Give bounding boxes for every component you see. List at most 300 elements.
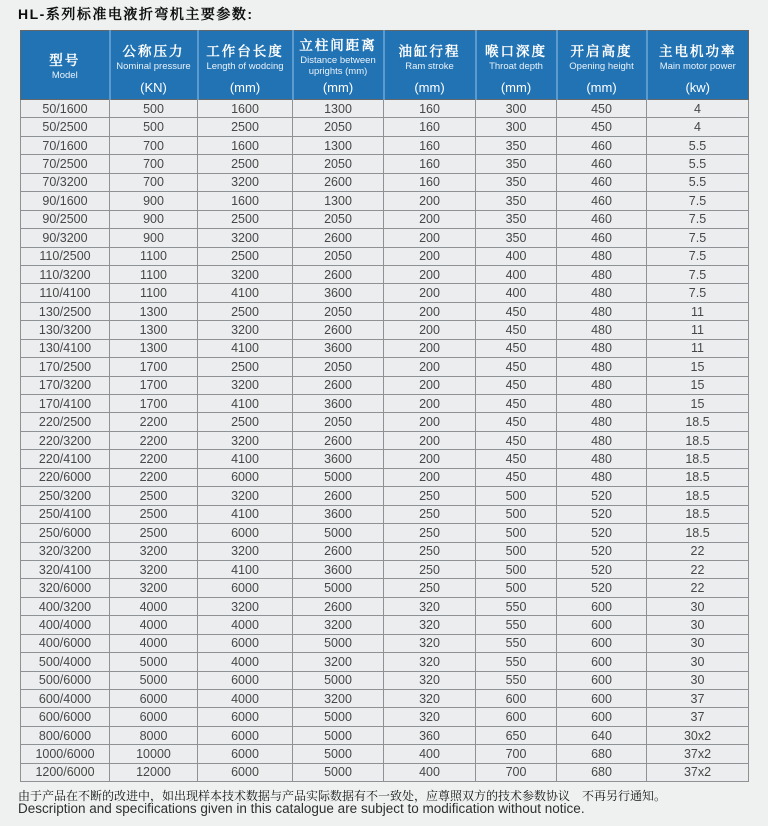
value-cell: 550 (476, 616, 557, 634)
model-cell: 220/3200 (21, 431, 110, 449)
column-header-unit: (mm) (414, 80, 445, 95)
value-cell: 8000 (110, 726, 198, 744)
value-cell: 520 (557, 487, 647, 505)
value-cell: 2600 (293, 431, 384, 449)
value-cell: 460 (557, 229, 647, 247)
value-cell: 18.5 (647, 505, 749, 523)
value-cell: 4000 (110, 634, 198, 652)
value-cell: 4100 (198, 395, 293, 413)
table-row (21, 616, 749, 634)
header-row (21, 31, 749, 100)
value-cell: 4000 (110, 597, 198, 615)
value-cell: 600 (557, 616, 647, 634)
value-cell: 3200 (198, 542, 293, 560)
value-cell: 1300 (293, 100, 384, 118)
value-cell: 350 (476, 192, 557, 210)
value-cell: 200 (384, 284, 476, 302)
value-cell: 2500 (198, 210, 293, 228)
value-cell: 400 (384, 745, 476, 763)
value-cell: 200 (384, 210, 476, 228)
value-cell: 11 (647, 302, 749, 320)
value-cell: 200 (384, 265, 476, 283)
value-cell: 3600 (293, 505, 384, 523)
value-cell: 37 (647, 690, 749, 708)
value-cell: 250 (384, 560, 476, 578)
value-cell: 15 (647, 376, 749, 394)
table-row (21, 726, 749, 744)
value-cell: 2500 (198, 155, 293, 173)
value-cell: 3600 (293, 560, 384, 578)
value-cell: 350 (476, 173, 557, 191)
model-cell: 320/6000 (21, 579, 110, 597)
value-cell: 3200 (110, 579, 198, 597)
value-cell: 320 (384, 690, 476, 708)
value-cell: 520 (557, 524, 647, 542)
column-header-unit: (mm) (500, 80, 532, 95)
value-cell: 680 (557, 763, 647, 781)
value-cell: 2600 (293, 597, 384, 615)
value-cell: 5000 (293, 726, 384, 744)
table-row (21, 339, 749, 357)
value-cell: 600 (476, 708, 557, 726)
column-header-en: Distance between uprights (mm) (300, 55, 376, 77)
value-cell: 3600 (293, 339, 384, 357)
value-cell: 6000 (198, 671, 293, 689)
value-cell: 480 (557, 413, 647, 431)
model-cell: 320/4100 (21, 560, 110, 578)
table-row (21, 100, 749, 118)
value-cell: 1600 (198, 100, 293, 118)
column-header-zh: 型号 (49, 53, 81, 68)
model-cell: 170/2500 (21, 358, 110, 376)
model-cell: 130/2500 (21, 302, 110, 320)
value-cell: 2600 (293, 542, 384, 560)
value-cell: 200 (384, 229, 476, 247)
model-cell: 90/2500 (21, 210, 110, 228)
value-cell: 520 (557, 505, 647, 523)
value-cell: 6000 (198, 524, 293, 542)
model-cell: 170/4100 (21, 395, 110, 413)
value-cell: 650 (476, 726, 557, 744)
value-cell: 2500 (198, 247, 293, 265)
column-header-en: Nominal pressure (116, 60, 191, 72)
value-cell: 5000 (293, 763, 384, 781)
value-cell: 2200 (110, 450, 198, 468)
value-cell: 7.5 (647, 284, 749, 302)
value-cell: 250 (384, 505, 476, 523)
value-cell: 200 (384, 321, 476, 339)
table-row (21, 450, 749, 468)
value-cell: 480 (557, 339, 647, 357)
value-cell: 3200 (110, 560, 198, 578)
value-cell: 400 (476, 284, 557, 302)
value-cell: 2600 (293, 173, 384, 191)
table-row (21, 136, 749, 154)
value-cell: 2600 (293, 487, 384, 505)
value-cell: 450 (476, 321, 557, 339)
value-cell: 3600 (293, 395, 384, 413)
column-header-1 (110, 31, 198, 100)
value-cell: 200 (384, 395, 476, 413)
value-cell: 6000 (198, 745, 293, 763)
value-cell: 7.5 (647, 210, 749, 228)
value-cell: 37x2 (647, 763, 749, 781)
value-cell: 6000 (198, 763, 293, 781)
value-cell: 3600 (293, 450, 384, 468)
value-cell: 12000 (110, 763, 198, 781)
model-cell: 70/2500 (21, 155, 110, 173)
model-cell: 130/3200 (21, 321, 110, 339)
value-cell: 3200 (198, 321, 293, 339)
value-cell: 460 (557, 210, 647, 228)
table-row (21, 505, 749, 523)
model-cell: 600/4000 (21, 690, 110, 708)
table-row (21, 763, 749, 781)
model-cell: 50/1600 (21, 100, 110, 118)
value-cell: 700 (476, 745, 557, 763)
value-cell: 37x2 (647, 745, 749, 763)
value-cell: 450 (476, 376, 557, 394)
model-cell: 70/3200 (21, 173, 110, 191)
spec-table (20, 30, 749, 782)
value-cell: 250 (384, 579, 476, 597)
model-cell: 50/2500 (21, 118, 110, 136)
column-header-zh: 立柱间距离 (299, 38, 377, 53)
value-cell: 3200 (293, 616, 384, 634)
value-cell: 450 (476, 358, 557, 376)
value-cell: 500 (476, 560, 557, 578)
value-cell: 6000 (110, 708, 198, 726)
value-cell: 700 (476, 763, 557, 781)
table-row (21, 321, 749, 339)
value-cell: 22 (647, 560, 749, 578)
value-cell: 200 (384, 468, 476, 486)
value-cell: 5000 (293, 579, 384, 597)
value-cell: 200 (384, 450, 476, 468)
table-row (21, 413, 749, 431)
value-cell: 200 (384, 247, 476, 265)
value-cell: 900 (110, 229, 198, 247)
value-cell: 2050 (293, 302, 384, 320)
value-cell: 320 (384, 616, 476, 634)
value-cell: 6000 (198, 708, 293, 726)
value-cell: 350 (476, 136, 557, 154)
model-cell: 800/6000 (21, 726, 110, 744)
value-cell: 480 (557, 321, 647, 339)
column-header-unit: (mm) (586, 80, 617, 95)
value-cell: 900 (110, 210, 198, 228)
model-cell: 110/3200 (21, 265, 110, 283)
column-header-en: Throat depth (489, 60, 543, 72)
value-cell: 480 (557, 468, 647, 486)
table-row (21, 597, 749, 615)
column-header-5 (476, 31, 557, 100)
value-cell: 1700 (110, 358, 198, 376)
value-cell: 160 (384, 136, 476, 154)
column-header-unit: (mm) (322, 80, 354, 95)
value-cell: 5000 (293, 524, 384, 542)
value-cell: 18.5 (647, 431, 749, 449)
value-cell: 2500 (110, 524, 198, 542)
value-cell: 4000 (198, 653, 293, 671)
value-cell: 6000 (198, 634, 293, 652)
value-cell: 4000 (198, 616, 293, 634)
value-cell: 15 (647, 395, 749, 413)
footer-note-zh: 由于产品在不断的改进中，如出现样本技术数据与产品实际数据有不一致处，应尊照双方的技术参数协议 不再另行通知。 (18, 789, 667, 803)
table-row (21, 634, 749, 652)
value-cell: 160 (384, 100, 476, 118)
value-cell: 1100 (110, 265, 198, 283)
value-cell: 30 (647, 634, 749, 652)
model-cell: 500/6000 (21, 671, 110, 689)
model-cell: 400/3200 (21, 597, 110, 615)
value-cell: 300 (476, 100, 557, 118)
model-cell: 600/6000 (21, 708, 110, 726)
column-header-unit: (mm) (229, 80, 261, 95)
value-cell: 1700 (110, 376, 198, 394)
value-cell: 1700 (110, 395, 198, 413)
value-cell: 2200 (110, 468, 198, 486)
value-cell: 2200 (110, 431, 198, 449)
model-cell: 250/6000 (21, 524, 110, 542)
value-cell: 2500 (198, 413, 293, 431)
model-cell: 1200/6000 (21, 763, 110, 781)
model-cell: 110/2500 (21, 247, 110, 265)
table-row (21, 542, 749, 560)
value-cell: 1600 (198, 136, 293, 154)
value-cell: 2500 (198, 302, 293, 320)
value-cell: 11 (647, 321, 749, 339)
value-cell: 22 (647, 542, 749, 560)
value-cell: 320 (384, 708, 476, 726)
table-row (21, 431, 749, 449)
value-cell: 450 (557, 118, 647, 136)
column-header-unit: (KN) (140, 80, 167, 95)
table-row (21, 265, 749, 283)
value-cell: 7.5 (647, 247, 749, 265)
value-cell: 1300 (293, 192, 384, 210)
value-cell: 2600 (293, 229, 384, 247)
value-cell: 3200 (198, 265, 293, 283)
value-cell: 200 (384, 192, 476, 210)
value-cell: 2500 (198, 118, 293, 136)
value-cell: 460 (557, 192, 647, 210)
value-cell: 2200 (110, 413, 198, 431)
value-cell: 5.5 (647, 155, 749, 173)
value-cell: 3200 (198, 487, 293, 505)
value-cell: 22 (647, 579, 749, 597)
model-cell: 220/2500 (21, 413, 110, 431)
table-row (21, 708, 749, 726)
value-cell: 550 (476, 671, 557, 689)
table-row (21, 284, 749, 302)
value-cell: 5.5 (647, 136, 749, 154)
value-cell: 11 (647, 339, 749, 357)
model-cell: 400/6000 (21, 634, 110, 652)
value-cell: 600 (476, 690, 557, 708)
value-cell: 450 (476, 302, 557, 320)
model-cell: 220/4100 (21, 450, 110, 468)
value-cell: 3200 (110, 542, 198, 560)
value-cell: 15 (647, 358, 749, 376)
model-cell: 70/1600 (21, 136, 110, 154)
column-header-6 (557, 31, 647, 100)
column-header-zh: 喉口深度 (485, 43, 547, 59)
value-cell: 4100 (198, 505, 293, 523)
model-cell: 90/3200 (21, 229, 110, 247)
column-header-2 (198, 31, 293, 100)
value-cell: 500 (110, 118, 198, 136)
value-cell: 2050 (293, 358, 384, 376)
value-cell: 6000 (110, 690, 198, 708)
value-cell: 480 (557, 247, 647, 265)
value-cell: 680 (557, 745, 647, 763)
value-cell: 550 (476, 634, 557, 652)
model-cell: 400/4000 (21, 616, 110, 634)
value-cell: 320 (384, 634, 476, 652)
value-cell: 160 (384, 118, 476, 136)
value-cell: 3200 (198, 173, 293, 191)
value-cell: 520 (557, 560, 647, 578)
value-cell: 320 (384, 671, 476, 689)
table-row (21, 173, 749, 191)
value-cell: 350 (476, 155, 557, 173)
column-header-zh: 主电机功率 (659, 43, 737, 59)
spec-table-body (21, 100, 749, 782)
column-header-zh: 开启高度 (570, 43, 633, 59)
value-cell: 450 (476, 450, 557, 468)
value-cell: 520 (557, 542, 647, 560)
value-cell: 2050 (293, 210, 384, 228)
column-header-unit: (kw) (685, 80, 711, 95)
value-cell: 3600 (293, 284, 384, 302)
value-cell: 600 (557, 597, 647, 615)
value-cell: 2600 (293, 265, 384, 283)
value-cell: 400 (476, 247, 557, 265)
value-cell: 18.5 (647, 524, 749, 542)
value-cell: 500 (476, 579, 557, 597)
value-cell: 2050 (293, 155, 384, 173)
value-cell: 2500 (110, 505, 198, 523)
value-cell: 5000 (110, 671, 198, 689)
value-cell: 1300 (110, 339, 198, 357)
value-cell: 480 (557, 302, 647, 320)
value-cell: 450 (476, 395, 557, 413)
value-cell: 480 (557, 358, 647, 376)
value-cell: 600 (557, 708, 647, 726)
value-cell: 450 (476, 339, 557, 357)
value-cell: 500 (476, 487, 557, 505)
value-cell: 400 (476, 265, 557, 283)
value-cell: 4 (647, 100, 749, 118)
value-cell: 1300 (110, 302, 198, 320)
value-cell: 3200 (198, 376, 293, 394)
value-cell: 18.5 (647, 468, 749, 486)
model-cell: 250/4100 (21, 505, 110, 523)
table-row (21, 690, 749, 708)
column-header-zh: 油缸行程 (398, 43, 461, 59)
table-row (21, 524, 749, 542)
value-cell: 320 (384, 597, 476, 615)
value-cell: 480 (557, 395, 647, 413)
value-cell: 400 (384, 763, 476, 781)
value-cell: 30 (647, 597, 749, 615)
value-cell: 37 (647, 708, 749, 726)
value-cell: 550 (476, 653, 557, 671)
spec-table-head (21, 31, 749, 100)
value-cell: 460 (557, 155, 647, 173)
value-cell: 4 (647, 118, 749, 136)
model-cell: 90/1600 (21, 192, 110, 210)
table-row (21, 376, 749, 394)
value-cell: 460 (557, 173, 647, 191)
value-cell: 7.5 (647, 229, 749, 247)
value-cell: 300 (476, 118, 557, 136)
value-cell: 200 (384, 376, 476, 394)
value-cell: 200 (384, 358, 476, 376)
table-row (21, 302, 749, 320)
column-header-zh: 工作台长度 (206, 43, 284, 59)
value-cell: 500 (476, 542, 557, 560)
value-cell: 450 (476, 431, 557, 449)
value-cell: 5000 (293, 745, 384, 763)
value-cell: 600 (557, 653, 647, 671)
value-cell: 250 (384, 524, 476, 542)
value-cell: 1300 (110, 321, 198, 339)
value-cell: 6000 (198, 726, 293, 744)
table-row (21, 653, 749, 671)
footer-note-en: Description and specifications given in this catalogue are subject to modification without notice. (18, 801, 585, 816)
model-cell: 130/4100 (21, 339, 110, 357)
table-row (21, 671, 749, 689)
value-cell: 3200 (293, 653, 384, 671)
value-cell: 700 (110, 155, 198, 173)
value-cell: 2050 (293, 118, 384, 136)
value-cell: 4100 (198, 450, 293, 468)
column-header-en: Ram stroke (405, 60, 454, 72)
column-header-3 (293, 31, 384, 100)
value-cell: 350 (476, 229, 557, 247)
model-cell: 500/4000 (21, 653, 110, 671)
value-cell: 30x2 (647, 726, 749, 744)
value-cell: 5000 (110, 653, 198, 671)
model-cell: 250/3200 (21, 487, 110, 505)
value-cell: 200 (384, 431, 476, 449)
column-header-7 (647, 31, 749, 100)
value-cell: 1600 (198, 192, 293, 210)
value-cell: 600 (557, 671, 647, 689)
value-cell: 18.5 (647, 450, 749, 468)
value-cell: 480 (557, 450, 647, 468)
column-header-zh: 公称压力 (122, 43, 185, 59)
column-header-4 (384, 31, 476, 100)
value-cell: 3200 (293, 690, 384, 708)
value-cell: 7.5 (647, 265, 749, 283)
value-cell: 500 (110, 100, 198, 118)
page-title: HL-系列标准电液折弯机主要参数: (18, 6, 254, 22)
value-cell: 1100 (110, 247, 198, 265)
value-cell: 700 (110, 136, 198, 154)
value-cell: 700 (110, 173, 198, 191)
value-cell: 4100 (198, 284, 293, 302)
value-cell: 2500 (198, 358, 293, 376)
value-cell: 200 (384, 302, 476, 320)
value-cell: 3200 (198, 431, 293, 449)
value-cell: 160 (384, 173, 476, 191)
value-cell: 200 (384, 413, 476, 431)
value-cell: 900 (110, 192, 198, 210)
value-cell: 500 (476, 524, 557, 542)
